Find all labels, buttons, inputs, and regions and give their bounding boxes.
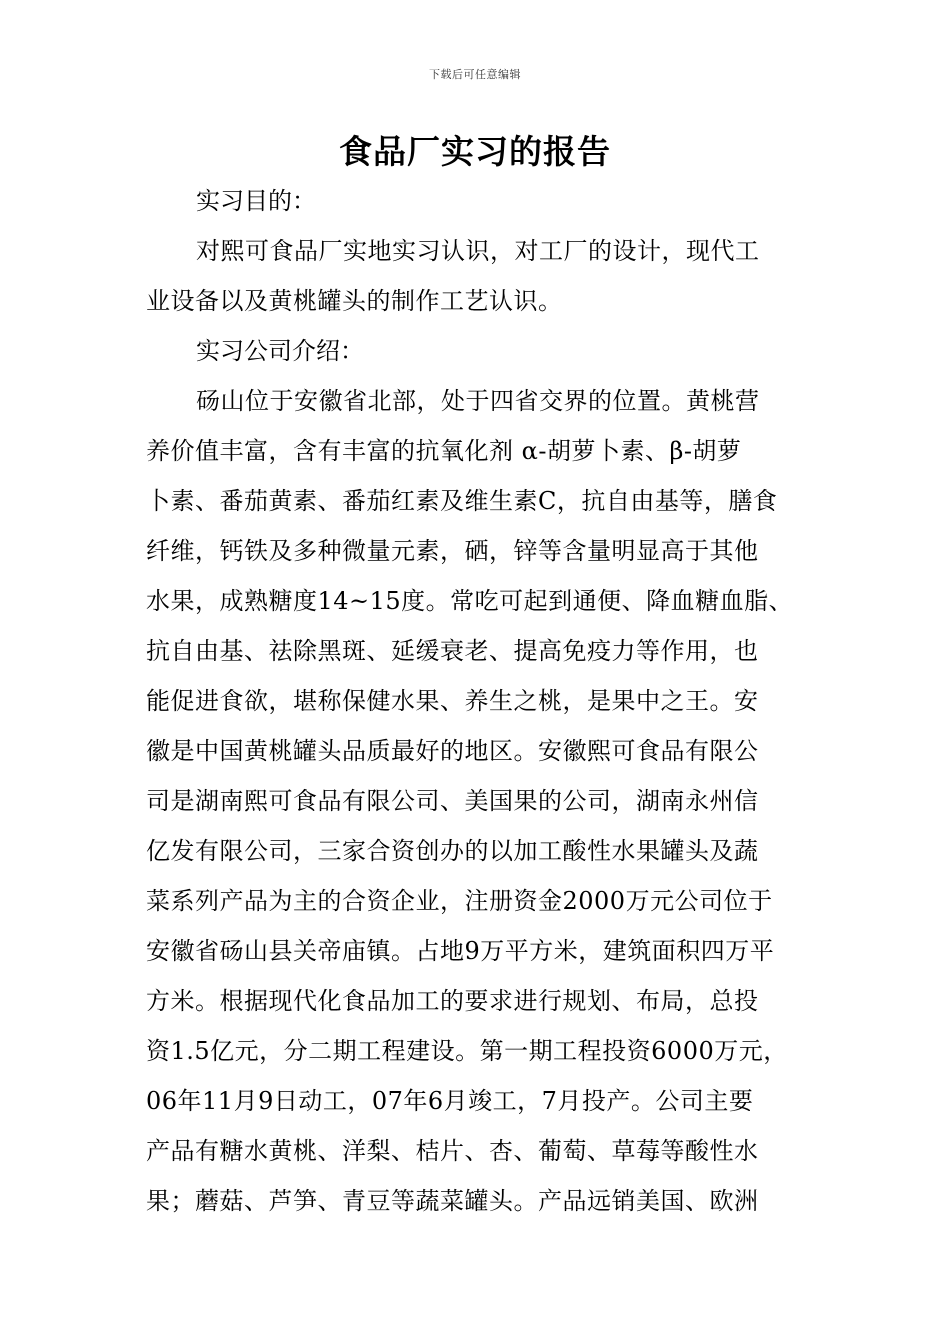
paragraph-line: 方米。根据现代化食品加工的要求进行规划、布局，总投 [146,987,759,1015]
paragraph-line: 亿发有限公司，三家合资创办的以加工酸性水果罐头及蔬 [146,837,759,865]
header-note: 下载后可任意编辑 [429,68,521,81]
paragraph-line: 资1.5亿元，分二期工程建设。第一期工程投资6000万元， [146,1037,788,1065]
paragraph-line: 水果，成熟糖度14~15度。常吃可起到通便、降血糖血脂、 [146,587,794,615]
paragraph-line: 菜系列产品为主的合资企业，注册资金2000万元公司位于 [146,887,773,915]
paragraph-line: 果；蘑菇、芦笋、青豆等蔬菜罐头。产品远销美国、欧洲 [146,1187,759,1215]
paragraph-line: 卜素、番茄黄素、番茄红素及维生素C，抗自由基等，膳食 [146,487,778,515]
purpose-paragraph [146,226,816,326]
company-heading: 实习公司介绍： [196,337,364,365]
paragraph-line: 业设备以及黄桃罐头的制作工艺认识。 [146,287,563,315]
paragraph-line: 能促进食欲，堪称保健水果、养生之桃，是果中之王。安 [146,687,759,715]
paragraph-line: 对熙可食品厂实地实习认识，对工厂的设计，现代工 [196,237,760,265]
paragraph-line: 抗自由基、祛除黑斑、延缓衰老、提高免疫力等作用，也 [146,637,759,665]
paragraph-line: 纤维，钙铁及多种微量元素，硒，锌等含量明显高于其他 [146,537,759,565]
document-title: 食品厂实习的报告 [339,132,611,171]
paragraph-line: 司是湖南熙可食品有限公司、美国果的公司，湖南永州信 [146,787,759,815]
purpose-heading: 实习目的： [196,187,316,215]
paragraph-line: 产品有糖水黄桃、洋梨、桔片、杏、葡萄、草莓等酸性水 [146,1137,759,1165]
paragraph-line: 安徽省砀山县关帝庙镇。占地9万平方米，建筑面积四万平 [146,937,775,965]
paragraph-line: 06年11月9日动工，07年6月竣工，7月投产。公司主要 [146,1087,754,1115]
paragraph-line: 养价值丰富，含有丰富的抗氧化剂 α-胡萝卜素、β-胡萝 [146,437,742,465]
paragraph-line: 徽是中国黄桃罐头品质最好的地区。安徽熙可食品有限公 [146,737,759,765]
document-body [146,176,816,1226]
paragraph-line: 砀山位于安徽省北部，处于四省交界的位置。黄桃营 [196,387,760,415]
company-paragraph [146,376,816,1226]
